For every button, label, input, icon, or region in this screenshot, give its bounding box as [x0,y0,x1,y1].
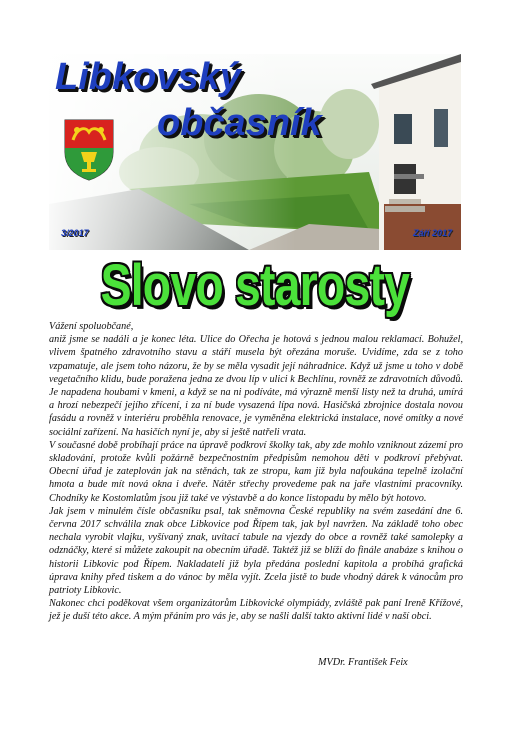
author-signature: MVDr. František Feix [318,657,408,668]
issue-date: Září 2017 [413,228,453,238]
article-paragraph: Jak jsem v minulém čísle občasníku psal, tak sněmovna České republiky na svém zasedání dne 6. června 2017 schválila znak obce Libkovice pod Řípem tak, jak byl navržen. Na základě toho obec nechala vyrobit vlajku, vyšívaný znak, uvítací tabule na vjezdy do obce a rovněž také samolepky a odznáčky, které si můžete zakoupit na obecním úřadě. Taktéž již se blíží do finále anabáze s knihou o historii Libkovic pod Řípem. Nakladatelí již byla předána poslední kapitola a probíhá grafická úprava knihy před tiskem a do vánoc by měla vyjít. Zcela jistě to bude vhodný dárek k vánocům pro patrioty Libkovic. [49,505,463,597]
article-paragraph: V současné době probíhají práce na úpravě podkroví školky tak, aby zde mohlo vzniknout zázemí pro skladování, protože kvůli požárně bezpečnostním předpisům nemohou děti v podkroví přebývat. Obecní úřad je zateplován jak na stěnách, tak ze stropu, kam již byla nafoukána tepelně izolační hmota a bude mít nová okna i dveře. Nátěr střechy provedeme pak na jaře vlastními pracovníky. Chodníky ke Kostomlatům jsou již také ve výstavbě a do konce listopadu by mělo být hotovo. [49,439,463,504]
article-paragraph: Nakonec chci poděkovat všem organizátorům Libkovické olympiády, zvláště pak paní Ireně Křížové, jež je duší této akce. A mým přáním pro vás je, aby se našli další takto aktivní lidé v naší obci. [49,598,463,623]
article-paragraph: aniž jsme se nadáli a je konec léta. Ulice do Ořecha je hotová s jednou malou reklamací. Bohužel, vlivem špatného zdravotního stavu a stáří musela být ořezána moruše. Uvidíme, zda se z toho vzpamatuje, ale jsem toho názoru, že by se měla vysadit její náhradnice. Když už jsme u toho v době vegetačního klidu, bude poražena jedna ze dvou líp v ulici k Bechlínu, rovněž ze zdravotních důvodů. Je napadena houbami v kmeni, a když se na ni podíváte, má výrazně menší listy než ta druhá, umírá a hrozí nebezpečí jejího zřícení, i za ní bude vysazená lípa nová. Hasičská zbrojnice dostala novou fasádu a rovněž v interiéru proběhla renovace, je vyměněna elektrická instalace, nové omítky a nové sociální zařízení. Na hasičích nyní je, aby si ještě natřeli vrata. [49,334,463,438]
issue-number: 3/2017 [61,228,89,238]
headline [0,252,510,319]
municipal-coat-of-arms-icon [63,118,115,182]
article-body [49,320,463,624]
masthead [49,54,461,250]
newsletter-title-line2: občasník [157,102,322,144]
headline-text: Slovo starosty [100,253,410,318]
article-paragraph: Vážení spoluobčané, [49,321,134,332]
newsletter-title-line1: Libkovský [55,56,241,98]
